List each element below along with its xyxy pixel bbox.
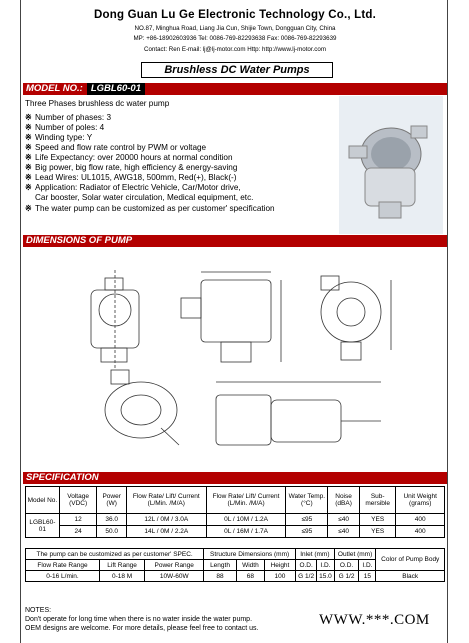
- spec-cell: 24: [59, 526, 97, 538]
- custom-subheader: I.D.: [317, 560, 335, 571]
- bullet-marker: ※: [25, 123, 32, 132]
- bullet-marker: ※: [25, 153, 32, 162]
- feature-text: Life Expectancy: over 20000 hours at normal condition: [35, 153, 233, 162]
- custom-subheader: Power Range: [145, 560, 204, 571]
- spec-header-submersible: Sub-mersible: [359, 487, 396, 514]
- custom-subheader: O.D.: [296, 560, 317, 571]
- custom-cell: G 1/2: [296, 571, 317, 582]
- spec-cell: 50.0: [97, 526, 126, 538]
- custom-cell: 15.0: [317, 571, 335, 582]
- spec-cell: 0L / 16M / 1.7A: [206, 526, 286, 538]
- document-title: Brushless DC Water Pumps: [141, 62, 333, 78]
- bullet-marker: ※: [25, 204, 32, 213]
- custom-subheader: Length: [204, 560, 237, 571]
- feature-text: Number of poles: 4: [35, 123, 105, 132]
- front-view-drawing: [91, 270, 139, 370]
- spec-cell: ≤40: [328, 526, 360, 538]
- spec-header-power: Power (W): [97, 487, 126, 514]
- specification-table: [25, 486, 445, 538]
- notes-line: OEM designs are welcome. For more details, please feel free to contact us.: [25, 625, 259, 632]
- bullet-marker: ※: [25, 173, 32, 182]
- spec-cell: 36.0: [97, 514, 126, 526]
- spec-header-noise: Noise (dBA): [328, 487, 360, 514]
- feature-text: Application: Radiator of Electric Vehicle, Car/Motor drive,: [35, 183, 241, 192]
- feature-item: [25, 193, 253, 203]
- feature-item: [25, 143, 206, 153]
- custom-cell: 88: [204, 571, 237, 582]
- dimensions-bar: DIMENSIONS OF PUMP: [23, 235, 447, 247]
- spec-cell: YES: [359, 514, 396, 526]
- intro-text: Three Phases brushless dc water pump: [25, 99, 170, 108]
- isometric-view-drawing: [105, 370, 179, 445]
- spec-cell: YES: [359, 526, 396, 538]
- spec-header-maxflow: Flow Rate/ Lift/ Current (L/Min. /M/A): [126, 487, 206, 514]
- spec-header-model: Model No.: [26, 487, 60, 514]
- feature-text: Lead Wires: UL1015, AWG18, 500mm, Red(+), Black(-): [35, 173, 237, 182]
- spec-cell: ≤95: [286, 526, 328, 538]
- color-header: Color of Pump Body: [376, 549, 445, 571]
- website-watermark: WWW.***.COM: [319, 612, 430, 628]
- table-row: [26, 571, 445, 582]
- model-value: LGBL60-01: [87, 83, 145, 95]
- feature-item: [25, 183, 241, 193]
- feature-item: [25, 173, 237, 183]
- bullet-marker: ※: [25, 143, 32, 152]
- table-row: [26, 526, 445, 538]
- custom-subheader: I.D.: [359, 560, 376, 571]
- bottom-side-view-drawing: [216, 382, 381, 445]
- custom-subheader: O.D.: [334, 560, 359, 571]
- feature-item: [25, 133, 92, 143]
- custom-cell: 100: [264, 571, 295, 582]
- custom-cell: G 1/2: [334, 571, 359, 582]
- custom-subheader: Lift Range: [99, 560, 144, 571]
- spec-model-cell: LGBL60-01: [26, 514, 60, 538]
- spec-cell: 12: [59, 514, 97, 526]
- feature-text: The water pump can be customized as per customer' specification: [35, 204, 275, 213]
- custom-subheader: Flow Rate Range: [26, 560, 100, 571]
- custom-cell: 0-18 M: [99, 571, 144, 582]
- custom-subheader: Width: [236, 560, 264, 571]
- notes-label: NOTES:: [25, 607, 52, 614]
- feature-text: Big power, big flow rate, high efficiency & energy-saving: [35, 163, 238, 172]
- notes-line: Don't operate for long time when there is no water inside the water pump.: [25, 616, 253, 623]
- company-address: NO.87, Minghua Road, Liang Jia Cun, Shijie Town, Dongguan City, China: [134, 25, 336, 32]
- custom-title: The pump can be customized as per customer' SPEC.: [26, 549, 204, 560]
- customization-table: [25, 548, 445, 582]
- custom-cell: 15: [359, 571, 376, 582]
- bullet-marker: ※: [25, 163, 32, 172]
- custom-cell: Black: [376, 571, 445, 582]
- feature-text: Speed and flow rate control by PWM or voltage: [35, 143, 207, 152]
- bullet-marker: ※: [25, 113, 32, 122]
- custom-subheader: Height: [264, 560, 295, 571]
- feature-item: [25, 163, 237, 173]
- top-view-drawing: [321, 276, 391, 360]
- model-bar: [23, 83, 447, 95]
- inlet-header: Inlet (mm): [296, 549, 335, 560]
- spec-cell: 14L / 0M / 2.2A: [126, 526, 206, 538]
- company-name: Dong Guan Lu Ge Electronic Technology Co., Ltd.: [94, 9, 376, 21]
- spec-cell: 400: [396, 514, 445, 526]
- bullet-marker: ※: [25, 133, 32, 142]
- feature-item: [25, 113, 111, 123]
- feature-text: Number of phases: 3: [35, 113, 112, 122]
- spec-header-maxlift: Flow Rate/ Lift/ Current (L/Min. /M/A): [206, 487, 286, 514]
- spec-header-weight: Unit Weight (grams): [396, 487, 445, 514]
- feature-item: [25, 153, 233, 163]
- custom-cell: 0-16 L/min.: [26, 571, 100, 582]
- spec-cell: 0L / 10M / 1.2A: [206, 514, 286, 526]
- spec-header-voltage: Voltage (VDC): [59, 487, 97, 514]
- feature-text: Winding type: Y: [35, 133, 93, 142]
- spec-cell: 12L / 0M / 3.0A: [126, 514, 206, 526]
- spec-cell: 400: [396, 526, 445, 538]
- structure-header: Structure Dimensions (mm): [204, 549, 296, 560]
- side-view-drawing: [181, 272, 281, 362]
- spec-cell: ≤40: [328, 514, 360, 526]
- company-phones: MP: +86-18902603936 Tel: 0086-769-82293638 Fax: 0086-769-82293639: [133, 35, 337, 42]
- outlet-header: Outlet (mm): [334, 549, 376, 560]
- feature-item: [25, 204, 275, 214]
- feature-item: [25, 123, 104, 133]
- custom-cell: 68: [236, 571, 264, 582]
- bullet-marker: ※: [25, 183, 32, 192]
- custom-cell: 10W-60W: [145, 571, 204, 582]
- spec-header-temp: Water Temp. (°C): [286, 487, 328, 514]
- specification-bar: SPECIFICATION: [23, 472, 447, 484]
- dimension-drawings: [51, 250, 421, 460]
- table-row: [26, 514, 445, 526]
- company-contact: Contact: Ren E-mail: lj@lj-motor.com Http: http://www.lj-motor.com: [144, 46, 326, 53]
- pump-photo: [339, 96, 443, 234]
- datasheet-page: [20, 0, 448, 643]
- model-label: MODEL NO.:: [26, 83, 83, 94]
- spec-cell: ≤95: [286, 514, 328, 526]
- feature-text: Car booster, Solar water circulation, Medical equipment, etc.: [35, 193, 254, 202]
